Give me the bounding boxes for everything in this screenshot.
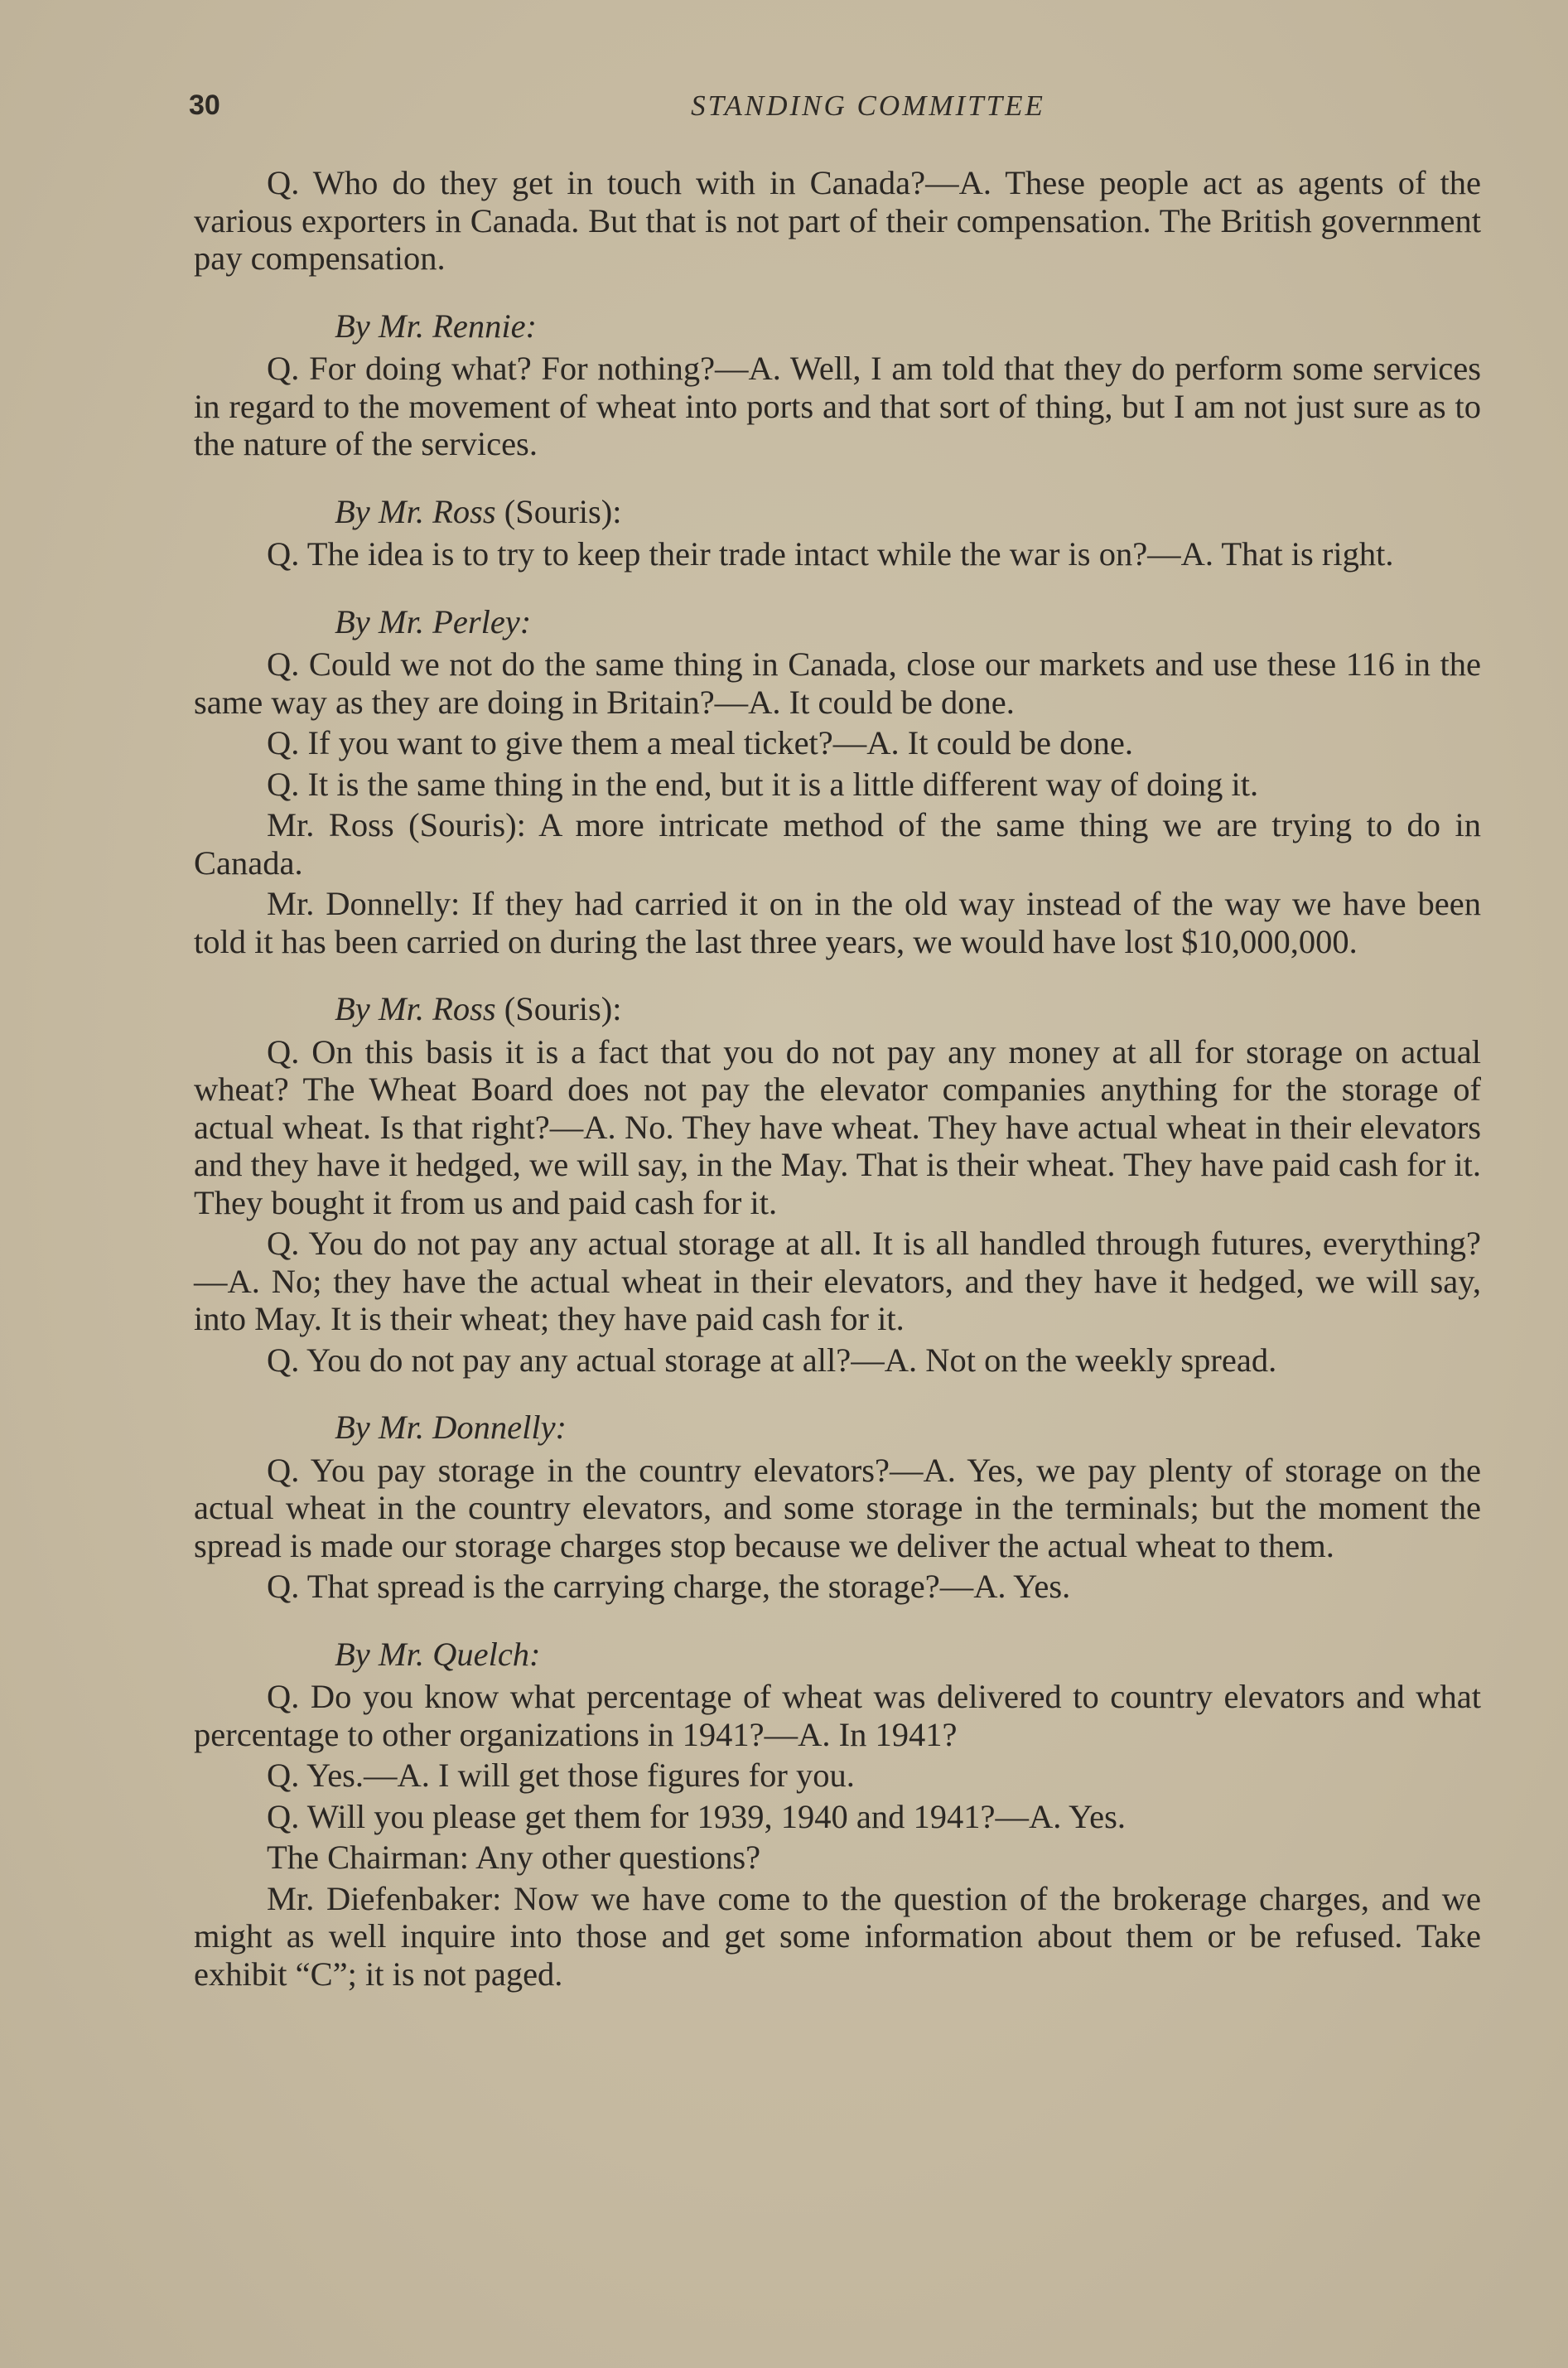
- transcript-paragraph: Q. Will you please get them for 1939, 1940 and 1941?—A. Yes.: [267, 1797, 1127, 1835]
- transcript-paragraph: Q. Yes.—A. I will get those figures for you.: [267, 1757, 855, 1794]
- speaker-name: By Mr. Donnelly:: [335, 1409, 567, 1446]
- page-header: [189, 89, 1481, 139]
- transcript-paragraph: Q. Who do they get in touch with in Canada?—A. These people act as agents of the various exporters in Canada. But that is not part of their compensation. The British government pay compensation.: [194, 164, 1481, 277]
- transcript-paragraph: Q. For doing what? For nothing?—A. Well, I am told that they do perform some services in regard to the movement of wheat into ports and that sort of thing, but I am not just sure as to the nature of the services.: [194, 350, 1481, 462]
- speaker-name: By Mr. Ross: [335, 990, 496, 1027]
- transcript-paragraph: Q. It is the same thing in the end, but it is a little different way of doing it.: [267, 765, 1259, 803]
- speaker-name: By Mr. Ross: [335, 492, 496, 530]
- transcript-paragraph: Q. That spread is the carrying charge, the storage?—A. Yes.: [267, 1568, 1071, 1605]
- transcript-paragraph: Mr. Diefenbaker: Now we have come to the question of the brokerage charges, and we might as well inquire into those and get some information about them or be refused. Take exhibit “C”; it is not paged.: [194, 1879, 1481, 1993]
- speaker-riding: (Souris):: [495, 492, 622, 530]
- speaker-riding: (Souris):: [495, 990, 622, 1027]
- transcript-paragraph: Mr. Donnelly: If they had carried it on in the old way instead of the way we have been told it has been carried on during the last three years, we would have lost $10,000,000.: [194, 885, 1481, 960]
- transcript-paragraph: Q. You pay storage in the country elevators?—A. Yes, we pay plenty of storage on the actual wheat in the country elevators, and some storage in the terminals; but the moment the spread is made our storage charges stop because we deliver the actual wheat to them.: [194, 1451, 1481, 1564]
- speaker-heading: [194, 307, 1481, 346]
- speaker-name: By Mr. Perley:: [335, 602, 532, 640]
- transcript-paragraph: Q. You do not pay any actual storage at all?—A. Not on the weekly spread.: [267, 1341, 1277, 1379]
- speaker-name: By Mr. Quelch:: [335, 1635, 541, 1673]
- speaker-heading: [194, 1636, 1481, 1674]
- speaker-name: By Mr. Rennie:: [335, 307, 538, 345]
- speaker-heading: [194, 493, 1481, 531]
- speaker-heading: [194, 1409, 1481, 1447]
- transcript-paragraph: Q. Do you know what percentage of wheat was delivered to country elevators and what percentage to other organizations in 1941?—A. In 1941?: [194, 1678, 1481, 1753]
- transcript-paragraph: Mr. Ross (Souris): A more intricate method of the same thing we are trying to do in Canada.: [194, 806, 1481, 882]
- transcript-paragraph: Q. On this basis it is a fact that you do not pay any money at all for storage on actual wheat? The Wheat Board does not pay the elevator companies anything for the storage of actual wheat. Is that right?—A. No. They have wheat. They have actual wheat in their elevators and they have it hedged, we will say, in the May. That is their wheat. They have paid cash for it. They bought it from us and paid cash for it.: [194, 1032, 1481, 1221]
- transcript-paragraph: The Chairman: Any other questions?: [267, 1839, 761, 1876]
- speaker-heading: [194, 603, 1481, 641]
- page-number: 30: [189, 89, 220, 121]
- speaker-heading: [194, 990, 1481, 1028]
- transcript-paragraph: Q. If you want to give them a meal ticket?—A. It could be done.: [267, 724, 1133, 761]
- transcript-body: [194, 164, 1481, 1996]
- running-head: STANDING COMMITTEE: [691, 89, 1045, 122]
- transcript-paragraph: Q. You do not pay any actual storage at all. It is all handled through futures, everything?—A. No; they have the actual wheat in their elevators, and they have it hedged, we will say, into May. It is their wheat; they have paid cash for it.: [194, 1225, 1481, 1337]
- transcript-paragraph: Q. Could we not do the same thing in Canada, close our markets and use these 116 in the same way as they are doing in Britain?—A. It could be done.: [194, 645, 1481, 721]
- transcript-paragraph: Q. The idea is to try to keep their trade intact while the war is on?—A. That is right.: [267, 535, 1394, 573]
